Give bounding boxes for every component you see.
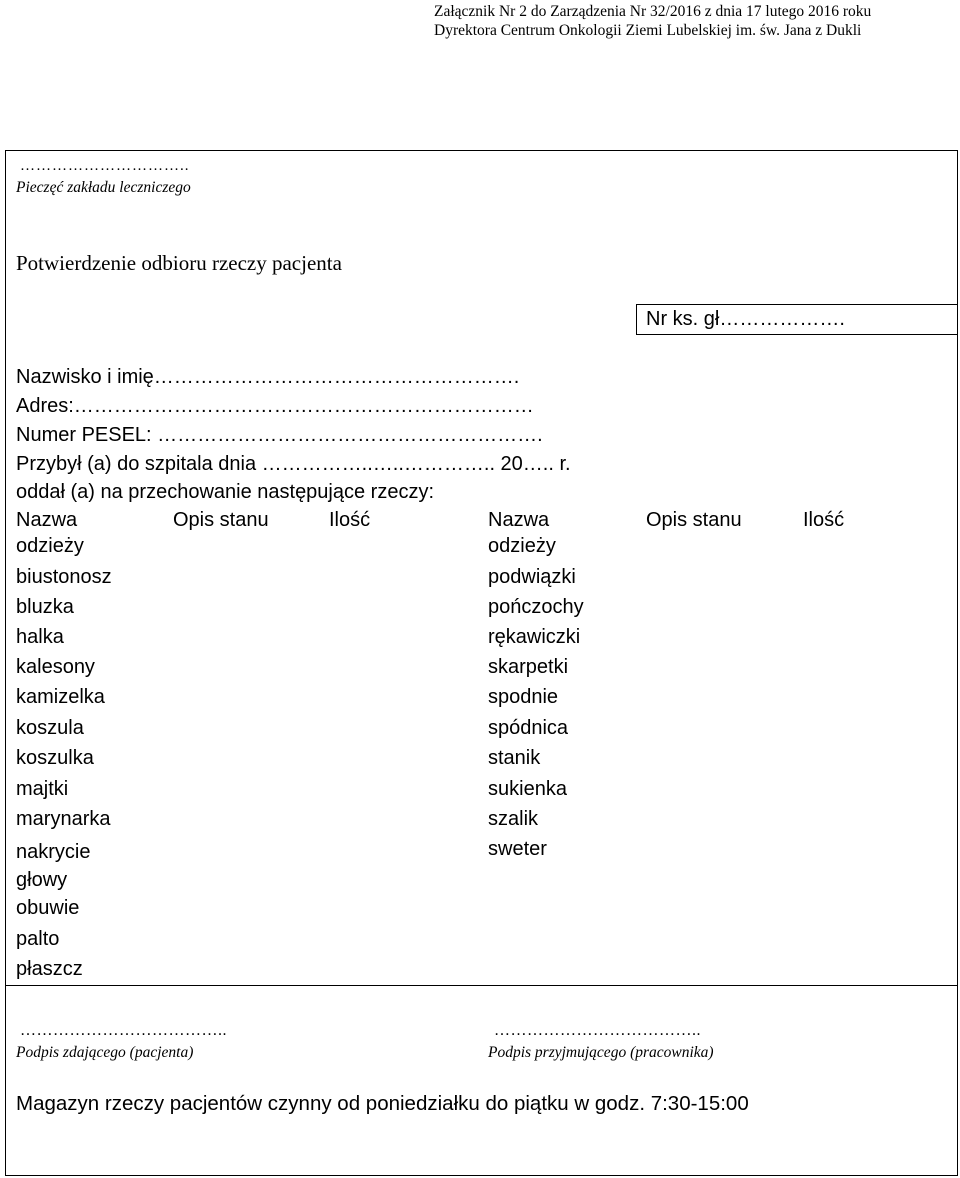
list-item: koszula (16, 717, 84, 739)
name-field[interactable]: Nazwisko i imię………………………………………………. (16, 366, 520, 388)
document-header (434, 2, 871, 40)
signature-line-patient: ……………………………….. (20, 1022, 227, 1039)
list-item: kamizelka (16, 686, 105, 708)
list-item: kalesony (16, 656, 95, 678)
list-item: halka (16, 626, 64, 648)
list-item: marynarka (16, 808, 111, 830)
pesel-field[interactable]: Numer PESEL: …………………………………………………. (16, 424, 543, 446)
list-item: pończochy (488, 596, 584, 618)
nr-ks-label[interactable]: Nr ks. gł………………. (646, 308, 845, 330)
list-item: obuwie (16, 897, 80, 919)
list-item: płaszcz (16, 958, 83, 980)
list-item: nakrycie głowy (16, 841, 91, 891)
list-item: bluzka (16, 596, 74, 618)
signature-line-employee: ……………………………….. (494, 1022, 701, 1039)
list-item: spodnie (488, 686, 559, 708)
list-item: podwiązki (488, 566, 576, 588)
header-line-2: Dyrektora Centrum Onkologii Ziemi Lubelskiej im. św. Jana z Dukli (434, 22, 862, 39)
col-header-name-right: Nazwa odzieży (488, 509, 556, 557)
signature-label-employee: Podpis przyjmującego (pracownika) (488, 1044, 714, 1061)
col-header-qty-left: Ilość (329, 509, 371, 531)
address-field[interactable]: Adres:…………………………………………………………… (16, 395, 534, 417)
form-title: Potwierdzenie odbioru rzeczy pacjenta (16, 251, 342, 275)
list-item: palto (16, 928, 60, 950)
list-item: skarpetki (488, 656, 569, 678)
deposit-statement: oddał (a) na przechowanie następujące rzeczy: (16, 481, 435, 503)
list-item: sweter (488, 838, 547, 860)
list-item: rękawiczki (488, 626, 581, 648)
col-header-name-left: Nazwa odzieży (16, 509, 84, 557)
stamp-label: Pieczęć zakładu leczniczego (16, 179, 191, 196)
col-header-desc-right: Opis stanu (646, 509, 742, 531)
footer-note: Magazyn rzeczy pacjentów czynny od poniedziałku do piątku w godz. 7:30-15:00 (16, 1092, 749, 1115)
items-table (6, 505, 958, 986)
list-item: szalik (488, 808, 539, 830)
list-item: stanik (488, 747, 541, 769)
arrival-date-field[interactable]: Przybył (a) do szpitala dnia ……………..…..………….. 20….. r. (16, 453, 571, 475)
col-header-qty-right: Ilość (803, 509, 845, 531)
list-item: koszulka (16, 747, 94, 769)
list-item: sukienka (488, 778, 567, 800)
stamp-dots: ………………………….. (20, 158, 190, 174)
list-item: spódnica (488, 717, 569, 739)
signature-label-patient: Podpis zdającego (pacjenta) (16, 1044, 194, 1061)
header-line-1: Załącznik Nr 2 do Zarządzenia Nr 32/2016 z dnia 17 lutego 2016 roku (434, 3, 872, 20)
list-item: majtki (16, 778, 69, 800)
col-header-desc-left: Opis stanu (173, 509, 269, 531)
list-item: biustonosz (16, 566, 112, 588)
